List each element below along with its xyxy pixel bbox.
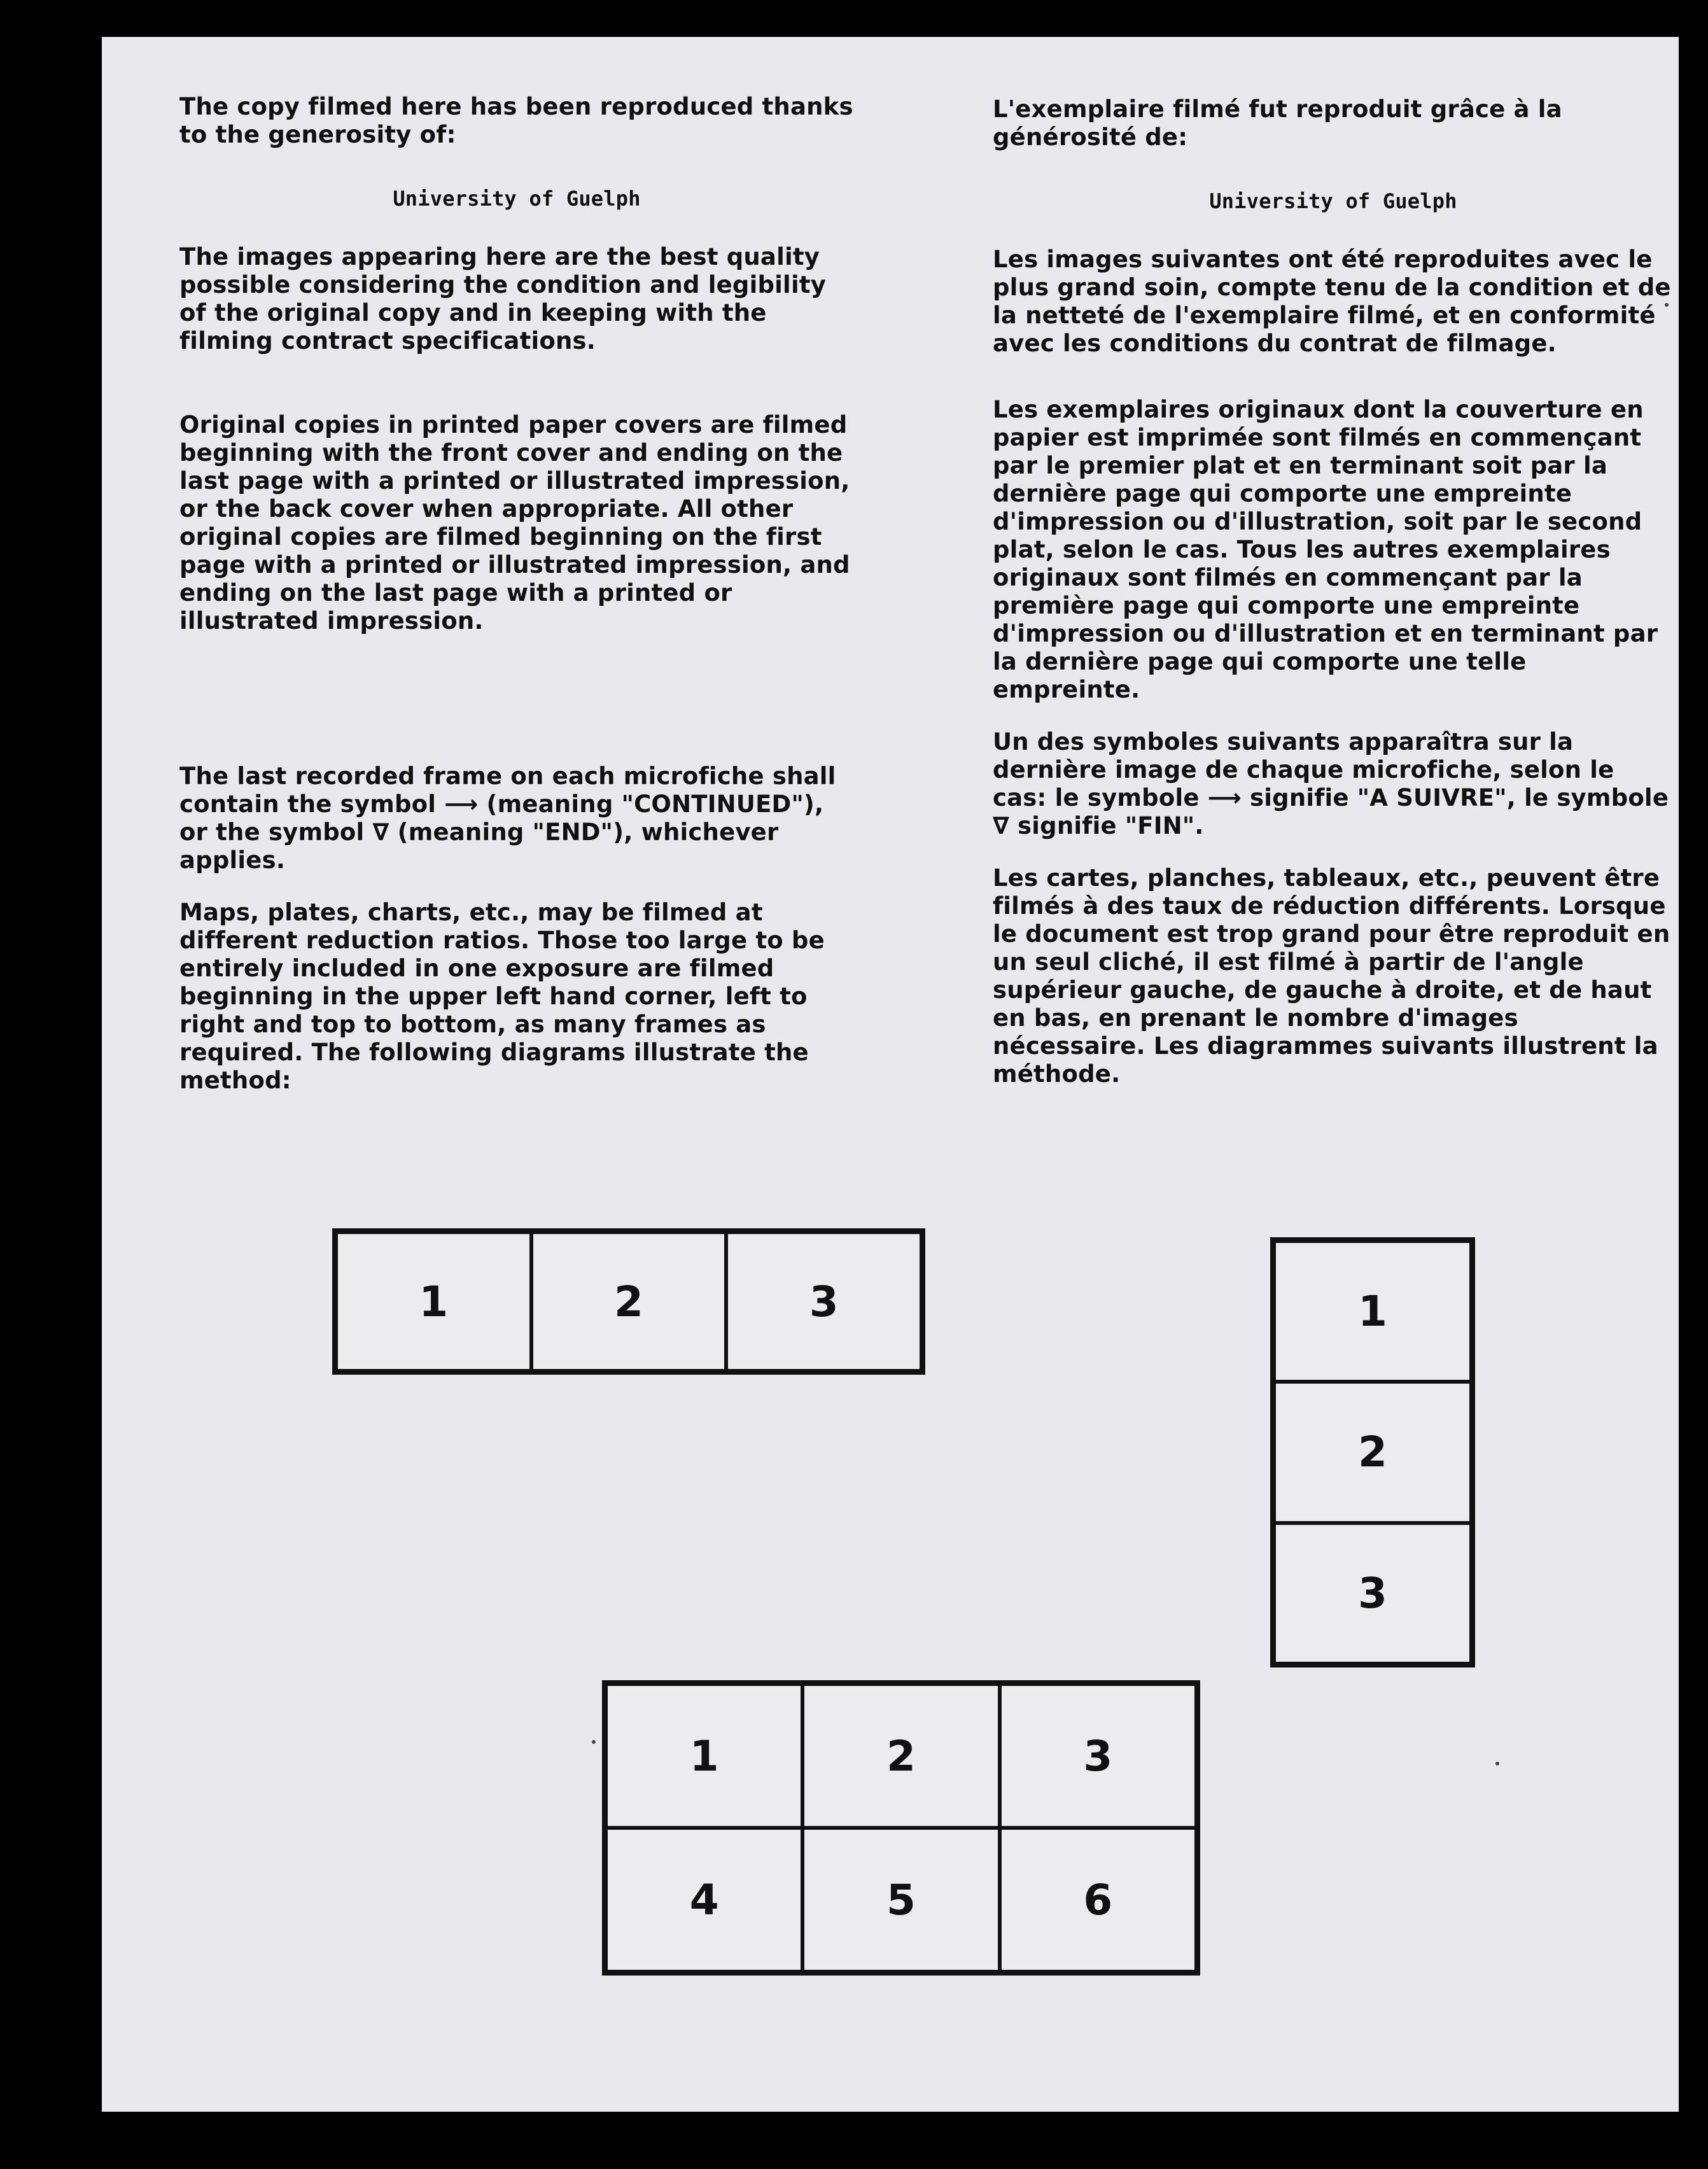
frame-cell: 2 (802, 1684, 999, 1828)
english-quality-paragraph: The images appearing here are the best quality possible considering the condition and legibility of the original copy and in keeping with the filming contract specifications. (179, 243, 827, 354)
speck-mark (1495, 1762, 1499, 1765)
frame-cell: 1 (1274, 1241, 1471, 1382)
diagram-horizontal-frames (332, 1228, 925, 1375)
speck-mark (592, 1740, 596, 1744)
diagram-vertical-frames (1270, 1237, 1475, 1667)
frame-cell: 2 (1274, 1382, 1471, 1522)
filmed-page (102, 37, 1679, 2112)
frame-cell: 1 (336, 1232, 531, 1371)
speck-mark (1665, 303, 1669, 307)
frame-cell: 3 (1000, 1684, 1196, 1828)
english-institution: University of Guelph (393, 186, 641, 211)
french-column (993, 95, 1674, 1088)
french-institution: University of Guelph (1209, 189, 1457, 213)
frame-cell: 2 (531, 1232, 727, 1371)
french-maps-paragraph: Les cartes, planches, tableaux, etc., peuvent être filmés à des taux de réduction différents. Lorsque le document est trop grand pour être reproduit en un seul cliché, il est filmé à partir de l'angle supérieur gauche, de gauche à droite, et de haut en bas, en prenant le nombre d'images nécessaire. Les diagrammes suivants illustrent la méthode. (993, 864, 1670, 1088)
frame-cell: 4 (606, 1828, 802, 1972)
french-originals-paragraph: Les exemplaires originaux dont la couverture en papier est imprimée sont filmés en commençant par le premier plat et en terminant soit par la dernière page qui comporte une empreinte d'impression ou d'illustration, soit par le second plat, selon le cas. Tous les autres exemplaires originaux sont filmés en commençant par la première page qui comporte une empreinte d'impression ou d'illustration et en terminant par la dernière page qui comporte une telle empreinte. (993, 396, 1658, 703)
english-maps-paragraph: Maps, plates, charts, etc., may be filmed at different reduction ratios. Those too large to be entirely included in one exposure are filmed beginning in the upper left hand corner, left to right and top to bottom, as many frames as required. The following diagrams illustrate the method: (179, 899, 825, 1094)
frame-cell: 3 (1274, 1523, 1471, 1664)
french-quality-paragraph: Les images suivantes ont été reproduites avec le plus grand soin, compte tenu de la condition et de la netteté de l'exemplaire filmé, et en conformité avec les conditions du contrat de filmage. (993, 246, 1671, 357)
english-column (179, 93, 854, 1095)
frame-cell: 6 (1000, 1828, 1196, 1972)
frame-cell: 5 (802, 1828, 999, 1972)
english-symbols-paragraph: The last recorded frame on each microfiche shall contain the symbol ⟶ (meaning "CONTINUED"), or the symbol ∇ (meaning "END"), whichever applies. (179, 762, 836, 874)
english-intro: The copy filmed here has been reproduced thanks to the generosity of: (179, 93, 853, 148)
french-symbols-paragraph: Un des symboles suivants apparaîtra sur la dernière image de chaque microfiche, selon le cas: le symbole ⟶ signifie "A SUIVRE", le symbole ∇ signifie "FIN". (993, 728, 1669, 839)
diagram-grid-frames (602, 1680, 1200, 1976)
frame-cell: 3 (726, 1232, 921, 1371)
frame-cell: 1 (606, 1684, 802, 1828)
french-intro: L'exemplaire filmé fut reproduit grâce à la générosité de: (993, 95, 1562, 151)
english-originals-paragraph: Original copies in printed paper covers are filmed beginning with the front cover and ending on the last page with a printed or illustrated impression, or the back cover when appropriate. All other original copies are filmed beginning on the first page with a printed or illustrated impression, and ending on the last page with a printed or illustrated impression. (179, 411, 850, 635)
